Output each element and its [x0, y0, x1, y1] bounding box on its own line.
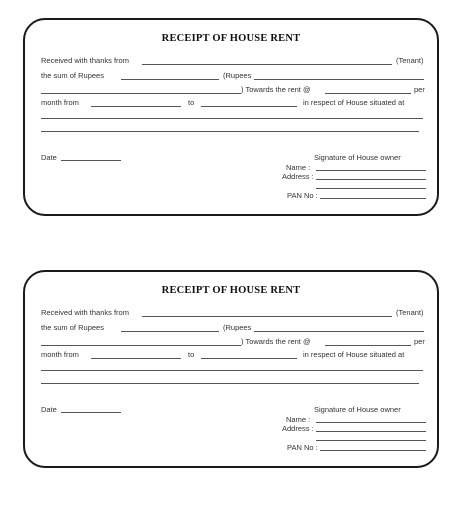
received-label: Received with thanks from [41, 308, 129, 317]
period-to-line[interactable] [201, 106, 297, 107]
sum-label: the sum of Rupees [41, 323, 104, 332]
sum-label: the sum of Rupees [41, 71, 104, 80]
receipt-title: RECEIPT OF HOUSE RENT [161, 285, 301, 296]
receipt-card [23, 270, 439, 468]
period-from-line[interactable] [91, 358, 181, 359]
per-label: per [414, 337, 425, 346]
amount-words-line[interactable] [254, 331, 424, 332]
pan-number-line[interactable] [320, 450, 426, 451]
respect-label: in respect of House situated at [303, 350, 405, 359]
pan-number-line[interactable] [320, 198, 426, 199]
owner-address-line-2[interactable] [316, 440, 426, 441]
amount-figures-line[interactable] [121, 331, 219, 332]
address-label: Address : [282, 172, 314, 181]
receipt-title: RECEIPT OF HOUSE RENT [161, 33, 301, 44]
to-label: to [188, 98, 195, 107]
month-from-label: month from [41, 98, 79, 107]
amount-figures-line[interactable] [121, 79, 219, 80]
amount-words-line[interactable] [254, 79, 424, 80]
signature-label: Signature of House owner [314, 405, 401, 414]
owner-address-line[interactable] [316, 179, 426, 180]
rupees-label: (Rupees [223, 71, 252, 80]
tenant-name-line[interactable] [142, 64, 392, 65]
per-label: per [414, 85, 425, 94]
received-label: Received with thanks from [41, 56, 129, 65]
date-label: Date [41, 405, 57, 414]
address-line-1[interactable] [41, 118, 423, 119]
owner-address-line[interactable] [316, 431, 426, 432]
tenant-label: (Tenant) [396, 308, 424, 317]
date-line[interactable] [61, 160, 121, 161]
rent-rate-line[interactable] [325, 93, 411, 94]
respect-label: in respect of House situated at [303, 98, 405, 107]
date-line[interactable] [61, 412, 121, 413]
month-from-label: month from [41, 350, 79, 359]
owner-address-line-2[interactable] [316, 188, 426, 189]
pan-label: PAN No : [287, 191, 318, 200]
address-line-2[interactable] [41, 131, 419, 132]
name-label: Name : [286, 163, 311, 172]
tenant-name-line[interactable] [142, 316, 392, 317]
to-label: to [188, 350, 195, 359]
address-line-2[interactable] [41, 383, 419, 384]
pan-label: PAN No : [287, 443, 318, 452]
date-label: Date [41, 153, 57, 162]
owner-name-line[interactable] [316, 422, 426, 423]
signature-label: Signature of House owner [314, 153, 401, 162]
rupees-label: (Rupees [223, 323, 252, 332]
period-from-line[interactable] [91, 106, 181, 107]
period-to-line[interactable] [201, 358, 297, 359]
tenant-label: (Tenant) [396, 56, 424, 65]
address-line-1[interactable] [41, 370, 423, 371]
amount-words-continued-line[interactable] [41, 345, 241, 346]
receipt-card [23, 18, 439, 216]
rent-rate-line[interactable] [325, 345, 411, 346]
amount-words-continued-line[interactable] [41, 93, 241, 94]
name-label: Name : [286, 415, 311, 424]
owner-name-line[interactable] [316, 170, 426, 171]
towards-label: ) Towards the rent @ [241, 85, 311, 94]
towards-label: ) Towards the rent @ [241, 337, 311, 346]
address-label: Address : [282, 424, 314, 433]
